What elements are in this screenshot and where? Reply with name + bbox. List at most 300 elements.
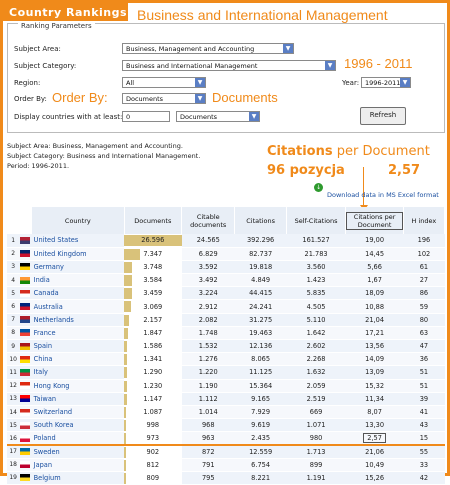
flag-cell (19, 458, 31, 471)
header-rank (7, 207, 19, 234)
citations-annotation-bold: Citations (267, 144, 333, 159)
rank-cell: 16 (7, 432, 19, 445)
documents-value: 1.147 (143, 394, 163, 403)
country-link[interactable]: Switzerland (32, 405, 124, 418)
year-value: 1996-2011 (365, 79, 401, 87)
documents-value: 809 (146, 473, 160, 482)
self-citations-cell: 2.519 (286, 392, 346, 405)
h-index-cell: 102 (403, 247, 444, 260)
documents-bar (124, 473, 126, 484)
country-link[interactable]: China (32, 353, 124, 366)
citations-per-doc-label: Citations per Document (346, 212, 403, 230)
citations-cell: 19.463 (235, 326, 286, 339)
display-min-input[interactable]: 0 (122, 111, 170, 122)
documents-cell (124, 274, 182, 287)
self-citations-cell: 2.602 (286, 340, 346, 353)
orderby-annotation: Order By: (52, 90, 108, 105)
documents-value: 1.087 (143, 408, 163, 417)
header-country[interactable]: Country (32, 207, 124, 234)
citations-annotation (267, 144, 430, 159)
h-index-cell: 80 (403, 313, 444, 326)
self-citations-cell: 1.713 (286, 445, 346, 458)
citations-cell: 8.065 (235, 353, 286, 366)
citable-cell: 24.565 (182, 234, 235, 247)
citations-per-doc-value: 11,34 (365, 394, 385, 403)
citable-cell: 968 (182, 419, 235, 432)
country-flag-icon (20, 303, 30, 310)
annotation-arrow-line (363, 167, 364, 209)
documents-bar (124, 433, 126, 444)
citations-per-doc-cell (346, 445, 404, 458)
self-citations-cell: 21.783 (286, 247, 346, 260)
country-flag-icon (20, 277, 30, 284)
flag-cell (19, 379, 31, 392)
table-row (7, 300, 445, 313)
country-link[interactable]: India (32, 274, 124, 287)
flag-cell (19, 340, 31, 353)
orderby-value: Documents (126, 95, 164, 103)
table-row (7, 419, 445, 432)
documents-bar (124, 407, 126, 418)
download-excel-link[interactable]: Download data in MS Excel format (327, 191, 439, 199)
country-link[interactable]: Spain (32, 340, 124, 353)
citations-per-doc-cell (346, 340, 404, 353)
headline: Business and International Management (137, 7, 388, 23)
h-index-cell: 55 (403, 445, 444, 458)
citations-cell: 9.165 (235, 392, 286, 405)
documents-bar (124, 420, 126, 431)
h-index-cell: 51 (403, 379, 444, 392)
citable-cell: 963 (182, 432, 235, 445)
citations-per-doc-value: 15,32 (365, 381, 385, 390)
documents-cell (124, 366, 182, 379)
citations-cell: 9.619 (235, 419, 286, 432)
info-period: Period: 1996-2011. (7, 162, 70, 170)
orderby-label: Order By: (14, 95, 47, 103)
header-citations-per-doc[interactable] (346, 207, 404, 234)
country-flag-icon (20, 448, 30, 455)
citations-per-doc-cell (346, 432, 404, 445)
h-index-cell: 43 (403, 419, 444, 432)
rank-cell: 7 (7, 313, 19, 326)
h-index-cell: 41 (403, 405, 444, 418)
h-index-cell: 59 (403, 300, 444, 313)
citable-cell: 1.220 (182, 366, 235, 379)
subject-area-label: Subject Area: (14, 45, 61, 53)
h-index-cell: 86 (403, 287, 444, 300)
documents-value: 2.157 (143, 315, 163, 324)
flag-cell (19, 419, 31, 432)
flag-cell (19, 287, 31, 300)
citations-per-doc-cell (346, 458, 404, 471)
citations-per-doc-cell (346, 366, 404, 379)
table-row (7, 392, 445, 405)
header-h-index[interactable]: H index (403, 207, 444, 234)
flag-cell (19, 313, 31, 326)
rank-cell: 2 (7, 247, 19, 260)
documents-cell (124, 260, 182, 273)
table-row (7, 260, 445, 273)
citations-per-doc-value: 13,09 (365, 368, 385, 377)
country-link[interactable]: South Korea (32, 419, 124, 432)
table-header-row (7, 207, 445, 234)
table-row (7, 326, 445, 339)
documents-value: 812 (146, 460, 160, 469)
documents-bar (124, 288, 131, 299)
citable-cell: 6.829 (182, 247, 235, 260)
citable-cell: 1.014 (182, 405, 235, 418)
citations-cell: 392.296 (235, 234, 286, 247)
citable-cell: 3.224 (182, 287, 235, 300)
flag-cell (19, 432, 31, 445)
self-citations-cell: 1.632 (286, 366, 346, 379)
country-link[interactable]: Belgium (32, 471, 124, 484)
citations-per-doc-cell (346, 353, 404, 366)
display-unit-select[interactable] (176, 111, 260, 122)
country-flag-icon (20, 435, 30, 442)
documents-value: 1.847 (143, 328, 163, 337)
country-link[interactable]: Italy (32, 366, 124, 379)
citations-per-doc-value: 21,04 (365, 315, 385, 324)
country-link[interactable]: United Kingdom (32, 247, 124, 260)
flag-cell (19, 353, 31, 366)
rank-cell: 1 (7, 234, 19, 247)
rank-cell: 19 (7, 471, 19, 484)
documents-value: 3.584 (143, 276, 163, 285)
h-index-cell: 42 (403, 471, 444, 484)
documents-cell (124, 247, 182, 260)
citations-cell: 8.221 (235, 471, 286, 484)
ranking-parameters-panel (7, 23, 445, 133)
documents-cell (124, 392, 182, 405)
documents-value: 998 (146, 421, 160, 430)
flag-cell (19, 445, 31, 458)
country-flag-icon (20, 369, 30, 376)
params-legend: Ranking Parameters (18, 22, 95, 30)
documents-annotation: Documents (212, 90, 278, 105)
citations-per-doc-cell (346, 247, 404, 260)
citable-cell: 1.190 (182, 379, 235, 392)
documents-bar (124, 315, 129, 326)
rankings-table (7, 207, 445, 485)
h-index-cell: 63 (403, 326, 444, 339)
country-link[interactable]: United States (32, 234, 124, 247)
chevron-down-icon: ▼ (325, 61, 335, 70)
flag-cell (19, 405, 31, 418)
citations-per-doc-cell (346, 392, 404, 405)
documents-value: 902 (146, 447, 160, 456)
citable-cell: 2.912 (182, 300, 235, 313)
self-citations-cell: 1.071 (286, 419, 346, 432)
country-link[interactable]: Japan (32, 458, 124, 471)
citations-per-doc-value: 10,49 (365, 460, 385, 469)
header-citable[interactable]: Citable documents (182, 207, 235, 234)
h-index-cell: 51 (403, 366, 444, 379)
citations-per-doc-value: 19,00 (365, 236, 385, 245)
country-flag-icon (20, 474, 30, 481)
h-index-cell: 27 (403, 274, 444, 287)
rank-cell: 17 (7, 445, 19, 458)
country-flag-icon (20, 263, 30, 270)
citable-cell: 1.276 (182, 353, 235, 366)
table-row (7, 287, 445, 300)
documents-bar (124, 367, 127, 378)
documents-bar (124, 249, 140, 260)
citations-per-doc-value: 21,06 (365, 447, 385, 456)
documents-bar (124, 328, 128, 339)
country-flag-icon (20, 329, 30, 336)
subject-category-value: Business and International Management (126, 62, 258, 70)
citations-per-doc-value: 2,57 (363, 433, 386, 443)
table-row (7, 340, 445, 353)
citations-per-doc-cell (346, 379, 404, 392)
self-citations-cell: 5.835 (286, 287, 346, 300)
self-citations-cell: 899 (286, 458, 346, 471)
documents-bar (124, 275, 132, 286)
citable-cell: 3.492 (182, 274, 235, 287)
self-citations-cell: 4.505 (286, 300, 346, 313)
documents-value: 7.347 (143, 249, 163, 258)
table-row (7, 471, 445, 484)
citations-per-doc-value: 1,67 (367, 276, 382, 285)
documents-bar (124, 460, 126, 471)
chevron-down-icon: ▼ (249, 112, 259, 121)
documents-bar (124, 394, 126, 405)
rank-cell: 14 (7, 405, 19, 418)
chevron-down-icon: ▼ (283, 44, 293, 53)
citations-per-doc-value: 14,09 (365, 355, 385, 364)
documents-bar (124, 262, 132, 273)
table-row (7, 432, 445, 445)
citations-per-doc-cell (346, 274, 404, 287)
flag-cell (19, 366, 31, 379)
documents-cell (124, 405, 182, 418)
documents-value: 1.341 (143, 355, 163, 364)
citations-per-doc-cell (346, 300, 404, 313)
documents-value: 26.596 (141, 236, 165, 245)
rank-cell: 13 (7, 392, 19, 405)
citable-cell: 1.748 (182, 326, 235, 339)
chevron-down-icon: ▼ (400, 78, 410, 87)
country-flag-icon (20, 250, 30, 257)
citable-cell: 872 (182, 445, 235, 458)
country-link[interactable]: Sweden (32, 445, 124, 458)
header-flag (19, 207, 31, 234)
self-citations-cell: 1.191 (286, 471, 346, 484)
citations-cell: 82.737 (235, 247, 286, 260)
flag-cell (19, 234, 31, 247)
country-link[interactable]: Germany (32, 260, 124, 273)
country-flag-icon (20, 356, 30, 363)
documents-cell (124, 287, 182, 300)
rank-cell: 5 (7, 287, 19, 300)
region-value: All (126, 79, 135, 87)
header-citations[interactable]: Citations (235, 207, 286, 234)
info-subject-category: Subject Category: Business and International Management. (7, 152, 201, 160)
documents-cell (124, 300, 182, 313)
documents-cell (124, 432, 182, 445)
table-row (7, 234, 445, 247)
flag-cell (19, 326, 31, 339)
documents-cell (124, 326, 182, 339)
display-unit-value: Documents (180, 113, 218, 121)
citations-cell: 31.275 (235, 313, 286, 326)
rank-cell: 15 (7, 419, 19, 432)
self-citations-cell: 980 (286, 432, 346, 445)
rank-cell: 10 (7, 353, 19, 366)
subject-area-value: Business, Management and Accounting (126, 45, 255, 53)
country-link[interactable]: Poland (32, 432, 124, 445)
documents-value: 1.230 (143, 381, 163, 390)
citations-cell: 12.559 (235, 445, 286, 458)
citations-cell: 24.241 (235, 300, 286, 313)
table-row (7, 445, 445, 458)
subject-category-label: Subject Category: (14, 62, 77, 70)
documents-cell (124, 419, 182, 432)
citations-cell: 4.849 (235, 274, 286, 287)
documents-bar (124, 447, 126, 458)
citations-per-doc-value: 14,45 (365, 249, 385, 258)
citations-cell: 15.364 (235, 379, 286, 392)
documents-value: 3.459 (143, 289, 163, 298)
citations-per-doc-cell (346, 419, 404, 432)
country-link[interactable]: France (32, 326, 124, 339)
country-link[interactable]: Netherlands (32, 313, 124, 326)
citations-per-doc-value: 8,07 (367, 408, 382, 417)
table-row (7, 247, 445, 260)
citations-per-doc-cell (346, 234, 404, 247)
citations-cell: 11.125 (235, 366, 286, 379)
country-flag-icon (20, 237, 30, 244)
h-index-cell: 33 (403, 458, 444, 471)
documents-value: 3.748 (143, 262, 163, 271)
self-citations-cell: 5.110 (286, 313, 346, 326)
subject-category-select[interactable] (122, 60, 336, 71)
citations-cell: 2.435 (235, 432, 286, 445)
table-row (7, 274, 445, 287)
table-row (7, 366, 445, 379)
citable-cell: 3.592 (182, 260, 235, 273)
documents-value: 973 (146, 434, 160, 443)
citations-per-doc-value: 5,66 (367, 262, 382, 271)
documents-cell (124, 471, 182, 484)
region-select[interactable] (122, 77, 206, 88)
country-link[interactable]: Taiwan (32, 392, 124, 405)
country-flag-icon (20, 343, 30, 350)
citations-per-doc-cell (346, 326, 404, 339)
documents-bar (124, 341, 127, 352)
documents-cell (124, 234, 182, 247)
citations-cell: 12.136 (235, 340, 286, 353)
citations-per-doc-cell (346, 313, 404, 326)
documents-value: 1.586 (143, 342, 163, 351)
pozycja-annotation: 96 pozycja (267, 163, 345, 178)
country-flag-icon (20, 395, 30, 402)
flag-cell (19, 392, 31, 405)
country-flag-icon (20, 409, 30, 416)
citations-per-doc-value: 18,09 (365, 289, 385, 298)
documents-value: 1.290 (143, 368, 163, 377)
rank-cell: 12 (7, 379, 19, 392)
flag-cell (19, 260, 31, 273)
citations-cell: 7.929 (235, 405, 286, 418)
citations-per-doc-value: 15,26 (365, 473, 385, 482)
citations-per-doc-value: 13,30 (365, 421, 385, 430)
table-row (7, 405, 445, 418)
header-self-citations[interactable]: Self-Citations (286, 207, 346, 234)
self-citations-cell: 1.423 (286, 274, 346, 287)
h-index-cell: 47 (403, 340, 444, 353)
citations-per-doc-value: 17,21 (365, 328, 385, 337)
selection-info (7, 141, 200, 171)
citations-cell: 6.754 (235, 458, 286, 471)
chevron-down-icon: ▼ (195, 78, 205, 87)
h-index-cell: 15 (403, 432, 444, 445)
documents-cell (124, 458, 182, 471)
self-citations-cell: 161.527 (286, 234, 346, 247)
citations-per-doc-cell (346, 471, 404, 484)
refresh-button[interactable]: Refresh (360, 107, 406, 125)
citations-per-doc-cell (346, 287, 404, 300)
citable-cell: 1.532 (182, 340, 235, 353)
country-link[interactable]: Canada (32, 287, 124, 300)
country-flag-icon (20, 290, 30, 297)
table-row (7, 379, 445, 392)
citations-per-doc-cell (346, 260, 404, 273)
info-subject-area: Subject Area: Business, Management and Accounting. (7, 142, 183, 150)
flag-cell (19, 274, 31, 287)
download-icon[interactable]: ↓ (315, 184, 322, 191)
documents-cell (124, 340, 182, 353)
table-row (7, 313, 445, 326)
region-label: Region: (14, 79, 41, 87)
citations-per-doc-value: 13,56 (365, 342, 385, 351)
years-annotation: 1996 - 2011 (344, 56, 413, 71)
citations-per-doc-value: 10,88 (365, 302, 385, 311)
table-row (7, 458, 445, 471)
citable-cell: 2.082 (182, 313, 235, 326)
subject-area-select[interactable] (122, 43, 294, 54)
year-select[interactable] (361, 77, 411, 88)
citable-cell: 795 (182, 471, 235, 484)
documents-cell (124, 353, 182, 366)
value-annotation: 2,57 (388, 163, 421, 178)
documents-bar (124, 381, 127, 392)
country-link[interactable]: Australia (32, 300, 124, 313)
flag-cell (19, 471, 31, 484)
country-link[interactable]: Hong Kong (32, 379, 124, 392)
country-flag-icon (20, 382, 30, 389)
year-label: Year: (342, 79, 360, 87)
self-citations-cell: 669 (286, 405, 346, 418)
documents-bar (124, 301, 131, 312)
table-row (7, 353, 445, 366)
documents-cell (124, 313, 182, 326)
orderby-select[interactable] (122, 93, 206, 104)
h-index-cell: 39 (403, 392, 444, 405)
citable-cell: 791 (182, 458, 235, 471)
citations-annotation-rest: per Document (332, 144, 430, 159)
flag-cell (19, 300, 31, 313)
header-documents[interactable]: Documents (124, 207, 182, 234)
flag-cell (19, 247, 31, 260)
self-citations-cell: 2.268 (286, 353, 346, 366)
rank-cell: 6 (7, 300, 19, 313)
citations-per-doc-cell (346, 405, 404, 418)
rank-cell: 18 (7, 458, 19, 471)
h-index-cell: 36 (403, 353, 444, 366)
documents-cell (124, 445, 182, 458)
